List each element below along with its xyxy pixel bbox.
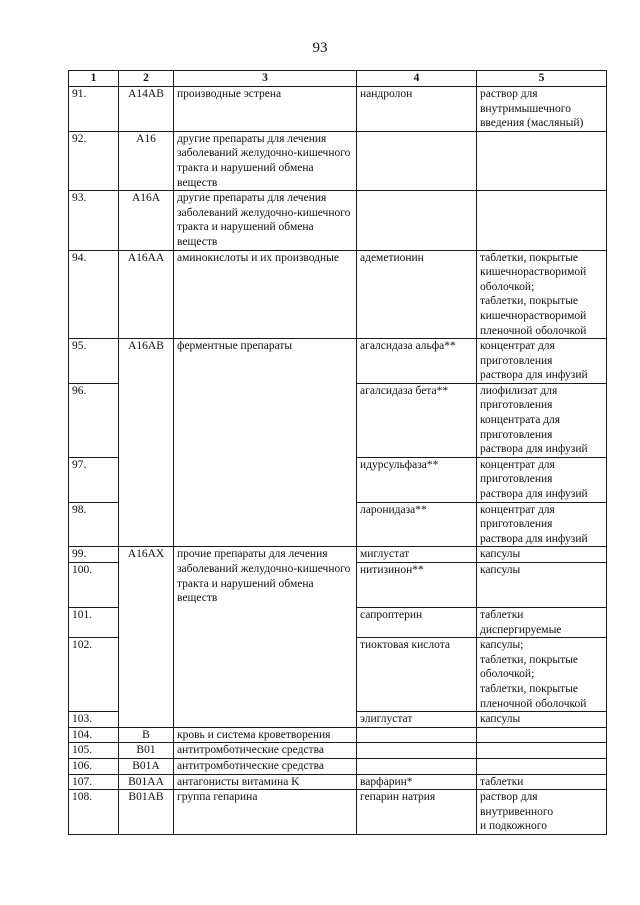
table-row <box>69 131 607 190</box>
atc-code: A16AB <box>119 339 174 547</box>
form-line: пленочной оболочкой <box>480 324 587 337</box>
row-number: 97. <box>69 457 119 502</box>
row-number: 96. <box>69 383 119 457</box>
atc-code: A16A <box>119 191 174 250</box>
form-line: приготовления <box>480 354 553 367</box>
drug-name: адеметионин <box>357 250 477 339</box>
column-header: 1 <box>69 71 119 87</box>
form-line: лиофилизат для <box>480 384 558 397</box>
drug-name <box>357 727 477 743</box>
drug-name: нандролон <box>357 87 477 132</box>
form-line: приготовления <box>480 473 553 486</box>
form-line: раствор для <box>480 88 538 100</box>
atc-code: B <box>119 727 174 743</box>
drug-name: миглустат <box>357 547 477 563</box>
dosage-form <box>477 383 607 457</box>
table-row <box>69 758 607 774</box>
atc-code: A14AB <box>119 87 174 132</box>
form-line: концентрата для <box>480 414 561 427</box>
atc-code: B01 <box>119 743 174 759</box>
group-name: другие препараты для лечения заболеваний желудочно-кишечного тракта и нарушений обмена веществ <box>174 131 357 190</box>
form-line: раствора для инфузий <box>480 532 588 545</box>
dosage-form <box>477 250 607 339</box>
table-header-row <box>69 71 607 87</box>
form-line: таблетки, покрытые <box>480 682 579 695</box>
group-name: антагонисты витамина K <box>174 774 357 790</box>
group-name: кровь и система кроветворения <box>174 727 357 743</box>
dosage-form <box>477 790 607 835</box>
column-header: 5 <box>477 71 607 87</box>
group-name: группа гепарина <box>174 790 357 835</box>
drug-name <box>357 758 477 774</box>
dosage-form <box>477 131 607 190</box>
form-line: приготовления <box>480 518 553 531</box>
form-line: и подкожного <box>480 820 547 833</box>
form-line: раствор для <box>480 791 538 804</box>
table-row <box>69 87 607 132</box>
row-number: 101. <box>69 608 119 638</box>
drug-name <box>357 191 477 250</box>
row-number: 104. <box>69 727 119 743</box>
form-line: внутримышечного <box>480 102 571 115</box>
form-line: таблетки, покрытые <box>480 251 579 264</box>
group-name: прочие препараты для лечения заболеваний желудочно-кишечного тракта и нарушений обмена веществ <box>174 547 357 727</box>
table-row <box>69 727 607 743</box>
drug-name: сапроптерин <box>357 608 477 638</box>
form-line: таблетки, покрытые <box>480 295 579 308</box>
column-header: 3 <box>174 71 357 87</box>
row-number: 108. <box>69 790 119 835</box>
dosage-form <box>477 712 607 728</box>
dosage-form <box>477 727 607 743</box>
dosage-form <box>477 191 607 250</box>
row-number: 91. <box>69 87 119 132</box>
form-line: внутривенного <box>480 805 554 818</box>
form-line: раствора для инфузий <box>480 488 588 501</box>
table-row <box>69 339 607 384</box>
form-line: таблетки, покрытые <box>480 653 579 666</box>
dosage-form <box>477 743 607 759</box>
group-name: ферментные препараты <box>174 339 357 547</box>
dosage-form <box>477 547 607 563</box>
drug-name: варфарин* <box>357 774 477 790</box>
group-name: аминокислоты и их производные <box>174 250 357 339</box>
form-line: раствора для инфузий <box>480 369 588 382</box>
atc-code: B01A <box>119 758 174 774</box>
page-number: 93 <box>312 40 328 56</box>
form-line: таблетки <box>480 775 524 788</box>
group-name: производные эстрена <box>174 87 357 132</box>
drug-name: ларонидаза** <box>357 502 477 547</box>
drug-name: гепарин натрия <box>357 790 477 835</box>
form-line: капсулы; <box>480 639 524 652</box>
drug-name <box>357 131 477 190</box>
dosage-form <box>477 774 607 790</box>
row-number: 99. <box>69 547 119 563</box>
table-row <box>69 250 607 339</box>
form-line: кишечнорастворимой <box>480 266 587 279</box>
dosage-form <box>477 87 607 132</box>
form-line: пленочной оболочкой <box>480 697 587 710</box>
row-number: 98. <box>69 502 119 547</box>
group-name: антитромботические средства <box>174 758 357 774</box>
atc-code: A16AA <box>119 250 174 339</box>
form-line: концентрат для <box>480 340 555 353</box>
form-line: концентрат для <box>480 503 555 516</box>
row-number: 100. <box>69 563 119 608</box>
table-row <box>69 743 607 759</box>
group-name: другие препараты для лечения заболеваний желудочно-кишечного тракта и нарушений обмена веществ <box>174 191 357 250</box>
dosage-form <box>477 339 607 384</box>
column-header: 2 <box>119 71 174 87</box>
table-row <box>69 774 607 790</box>
form-line: диспергируемые <box>480 623 562 636</box>
form-line: концентрат для <box>480 458 555 471</box>
dosage-form <box>477 638 607 712</box>
form-line: капсулы <box>480 713 521 726</box>
atc-code: B01AA <box>119 774 174 790</box>
row-number: 92. <box>69 131 119 190</box>
form-line: введения (масляный) <box>480 117 584 130</box>
dosage-form <box>477 502 607 547</box>
form-line: таблетки <box>480 609 524 621</box>
form-line: капсулы <box>480 564 521 576</box>
drug-name: агалсидаза альфа** <box>357 339 477 384</box>
form-line: приготовления <box>480 399 553 412</box>
drug-name <box>357 743 477 759</box>
drug-name: элиглустат <box>357 712 477 728</box>
table-row <box>69 790 607 835</box>
drug-name: нитизинон** <box>357 563 477 608</box>
form-line: оболочкой; <box>480 668 535 681</box>
row-number: 107. <box>69 774 119 790</box>
drug-name: агалсидаза бета** <box>357 383 477 457</box>
drug-name: идурсульфаза** <box>357 457 477 502</box>
form-line: капсулы <box>480 548 521 561</box>
row-number: 103. <box>69 712 119 728</box>
row-number: 105. <box>69 743 119 759</box>
dosage-form <box>477 608 607 638</box>
atc-code: B01AB <box>119 790 174 835</box>
group-name: антитромботические средства <box>174 743 357 759</box>
table-row <box>69 191 607 250</box>
drug-name: тиоктовая кислота <box>357 638 477 712</box>
drug-table <box>68 70 607 835</box>
row-number: 106. <box>69 758 119 774</box>
atc-code: A16AX <box>119 547 174 727</box>
dosage-form <box>477 457 607 502</box>
form-line: приготовления <box>480 428 553 441</box>
column-header: 4 <box>357 71 477 87</box>
dosage-form <box>477 758 607 774</box>
dosage-form <box>477 563 607 608</box>
atc-code: A16 <box>119 131 174 190</box>
row-number: 95. <box>69 339 119 384</box>
form-line: раствора для инфузий <box>480 443 588 456</box>
row-number: 94. <box>69 250 119 339</box>
table-row <box>69 547 607 563</box>
form-line: кишечнорастворимой <box>480 309 587 322</box>
form-line: оболочкой; <box>480 280 535 293</box>
row-number: 102. <box>69 638 119 712</box>
row-number: 93. <box>69 191 119 250</box>
